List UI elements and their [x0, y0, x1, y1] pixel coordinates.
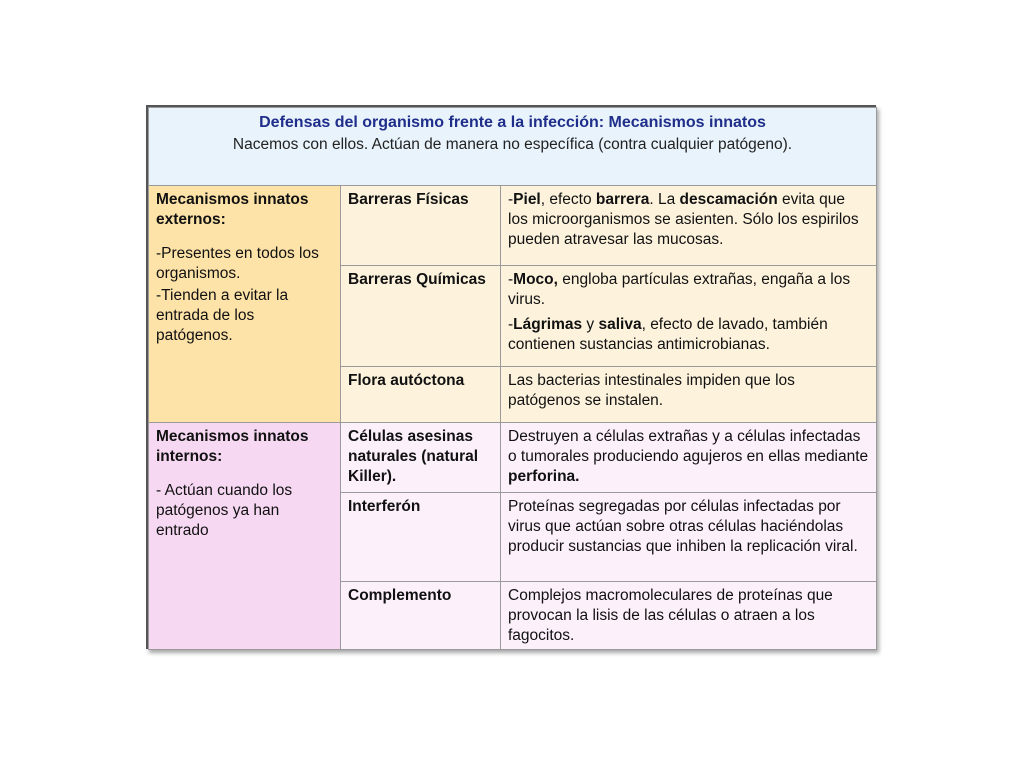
- category-externos-note-2: -Tienden a evitar la entrada de los patógenos.: [156, 287, 289, 344]
- innate-defenses-table: [146, 105, 876, 649]
- row-desc-barreras-quimicas: [501, 266, 877, 367]
- quimicas-moco: -Moco, engloba partículas extrañas, engaña a los virus.: [508, 271, 851, 308]
- quimicas-lagrimas: -Lágrimas y saliva, efecto de lavado, también contienen sustancias antimicrobianas.: [508, 316, 828, 353]
- row-desc-flora-autoctona: Las bacterias intestinales impiden que los patógenos se instalen.: [501, 367, 877, 423]
- table-subtitle: Nacemos con ellos. Actúan de manera no específica (contra cualquier patógeno).: [232, 136, 793, 153]
- row-name-natural-killer: Células asesinas naturales (natural Killer).: [341, 423, 501, 493]
- category-externos-title: Mecanismos innatos externos:: [156, 191, 309, 228]
- row-desc-complemento: Complejos macromoleculares de proteínas que provocan la lisis de las células o atraen a los fagocitos.: [501, 582, 877, 650]
- category-internos-title: Mecanismos innatos internos:: [156, 428, 309, 465]
- row-name-complemento: Complemento: [341, 582, 501, 650]
- row-name-flora-autoctona: Flora autóctona: [341, 367, 501, 423]
- category-internos: [149, 423, 341, 650]
- row-name-interferon: Interferón: [341, 493, 501, 582]
- row-name-barreras-quimicas: Barreras Químicas: [341, 266, 501, 367]
- category-externos: [149, 186, 341, 423]
- row-desc-natural-killer: Destruyen a células extrañas y a células infectadas o tumorales produciendo agujeros en ellas mediante perforina.: [501, 423, 877, 493]
- table-title: Defensas del organismo frente a la infección: Mecanismos innatos: [259, 114, 766, 131]
- table-header: [149, 108, 877, 186]
- category-externos-note-1: -Presentes en todos los organismos.: [156, 245, 319, 282]
- row-desc-barreras-fisicas: -Piel, efecto barrera. La descamación evita que los microorganismos se asienten. Sólo los espirilos pueden atravesar las mucosas.: [501, 186, 877, 266]
- row-desc-interferon: Proteínas segregadas por células infectadas por virus que actúan sobre otras células haciéndolas producir sustancias que inhiben la replicación viral.: [501, 493, 877, 582]
- row-name-barreras-fisicas: Barreras Físicas: [341, 186, 501, 266]
- category-internos-note: - Actúan cuando los patógenos ya han entrado: [156, 482, 293, 539]
